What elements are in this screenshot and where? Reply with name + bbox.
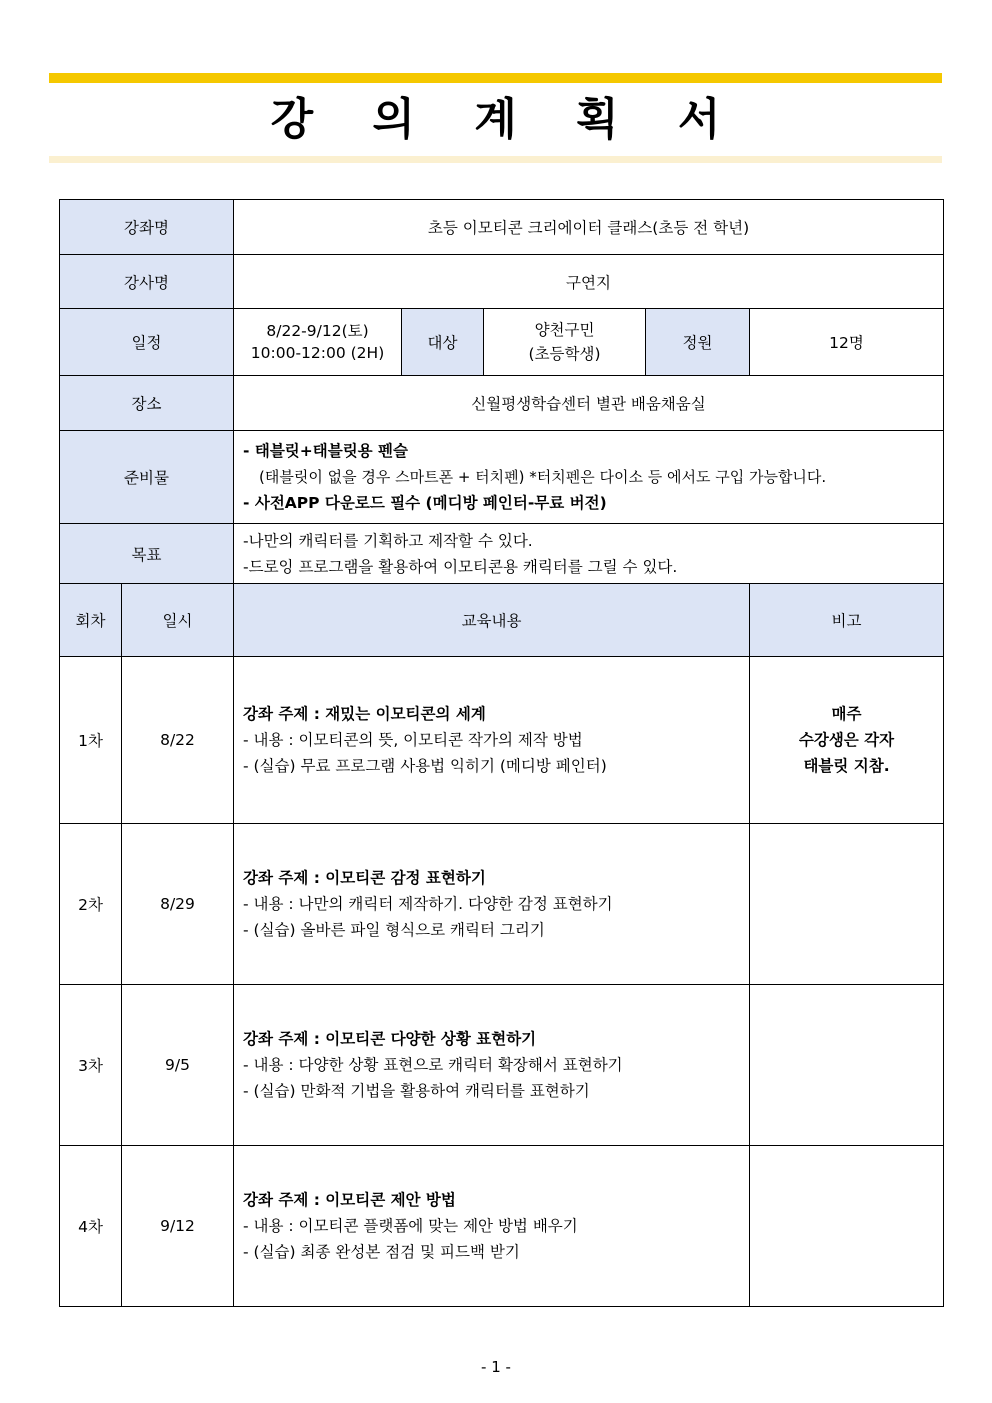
target-line-1: 양천구민	[534, 321, 595, 339]
session-detail-2: - (실습) 무료 프로그램 사용법 익히기 (메디방 페인터)	[243, 757, 607, 775]
goal-label: 목표	[60, 524, 234, 584]
supplies-line-2: (태블릿이 없을 경우 스마트폰 + 터치펜) *터치펜은 다이소 등 에서도 구입 가능합니다.	[259, 468, 827, 486]
session-note	[750, 985, 944, 1146]
session-date: 9/5	[122, 985, 234, 1146]
lecture-plan-table	[59, 199, 944, 1307]
supplies-row	[60, 431, 944, 524]
date-header: 일시	[122, 584, 234, 657]
session-note	[750, 1146, 944, 1307]
session-content	[234, 824, 750, 985]
note-header: 비고	[750, 584, 944, 657]
note-line-2: 수강생은 각자	[798, 731, 895, 749]
session-content	[234, 657, 750, 824]
round-header: 회차	[60, 584, 122, 657]
title-underline-bar	[49, 156, 942, 163]
session-topic: 강좌 주제 : 재밌는 이모티콘의 세계	[243, 705, 486, 723]
place-row	[60, 376, 944, 431]
place-label: 장소	[60, 376, 234, 431]
session-row-1	[60, 657, 944, 824]
target-line-2: (초등학생)	[528, 345, 601, 363]
session-round: 1차	[60, 657, 122, 824]
session-round: 2차	[60, 824, 122, 985]
session-topic: 강좌 주제 : 이모티콘 감정 표현하기	[243, 869, 486, 887]
page-number: - 1 -	[481, 1358, 511, 1376]
session-note	[750, 657, 944, 824]
place-value: 신월평생학습센터 별관 배움채움실	[234, 376, 944, 431]
supplies-label: 준비물	[60, 431, 234, 524]
schedule-value	[234, 309, 402, 376]
session-date: 9/12	[122, 1146, 234, 1307]
session-detail-1: - 내용 : 나만의 캐릭터 제작하기. 다양한 감정 표현하기	[243, 895, 613, 913]
session-detail-1: - 내용 : 이모티콘의 뜻, 이모티콘 작가의 제작 방법	[243, 731, 583, 749]
course-label: 강좌명	[60, 200, 234, 255]
instructor-value: 구연지	[234, 255, 944, 309]
session-content	[234, 985, 750, 1146]
supplies-value	[234, 431, 944, 524]
course-value: 초등 이모티콘 크리에이터 클래스(초등 전 학년)	[234, 200, 944, 255]
target-value	[484, 309, 646, 376]
session-detail-2: - (실습) 최종 완성본 점검 및 피드백 받기	[243, 1243, 520, 1261]
instructor-row	[60, 255, 944, 309]
schedule-time: 10:00-12:00 (2H)	[250, 344, 385, 362]
session-topic: 강좌 주제 : 이모티콘 다양한 상황 표현하기	[243, 1030, 537, 1048]
sessions-header-row	[60, 584, 944, 657]
session-round: 3차	[60, 985, 122, 1146]
session-round: 4차	[60, 1146, 122, 1307]
note-line-3: 태블릿 지참.	[803, 757, 890, 775]
session-detail-2: - (실습) 올바른 파일 형식으로 캐릭터 그리기	[243, 921, 545, 939]
goal-line-1: -나만의 캐릭터를 기획하고 제작할 수 있다.	[243, 531, 533, 550]
session-date: 8/22	[122, 657, 234, 824]
goal-value	[234, 524, 944, 584]
session-detail-2: - (실습) 만화적 기법을 활용하여 캐릭터를 표현하기	[243, 1082, 590, 1100]
supplies-line-3: - 사전APP 다운로드 필수 (메디방 페인터-무료 버전)	[243, 494, 607, 512]
target-label: 대상	[402, 309, 484, 376]
session-detail-1: - 내용 : 이모티콘 플랫폼에 맞는 제안 방법 배우기	[243, 1217, 578, 1235]
schedule-label: 일정	[60, 309, 234, 376]
schedule-dates: 8/22-9/12(토)	[266, 322, 369, 340]
capacity-value: 12명	[750, 309, 944, 376]
session-detail-1: - 내용 : 다양한 상황 표현으로 캐릭터 확장해서 표현하기	[243, 1056, 623, 1074]
session-row-4	[60, 1146, 944, 1307]
top-accent-bar	[49, 73, 942, 83]
page-title: 강 의 계 획 서	[270, 94, 743, 145]
session-topic: 강좌 주제 : 이모티콘 제안 방법	[243, 1191, 456, 1209]
supplies-line-1: - 태블릿+태블릿용 펜슬	[243, 442, 408, 460]
note-line-1: 매주	[831, 705, 862, 723]
content-header: 교육내용	[234, 584, 750, 657]
session-content	[234, 1146, 750, 1307]
session-row-2	[60, 824, 944, 985]
capacity-label: 정원	[646, 309, 750, 376]
instructor-label: 강사명	[60, 255, 234, 309]
schedule-row	[60, 309, 944, 376]
session-note	[750, 824, 944, 985]
goal-row	[60, 524, 944, 584]
session-row-3	[60, 985, 944, 1146]
course-row	[60, 200, 944, 255]
goal-line-2: -드로잉 프로그램을 활용하여 이모티콘용 캐릭터를 그릴 수 있다.	[243, 557, 678, 576]
session-date: 8/29	[122, 824, 234, 985]
